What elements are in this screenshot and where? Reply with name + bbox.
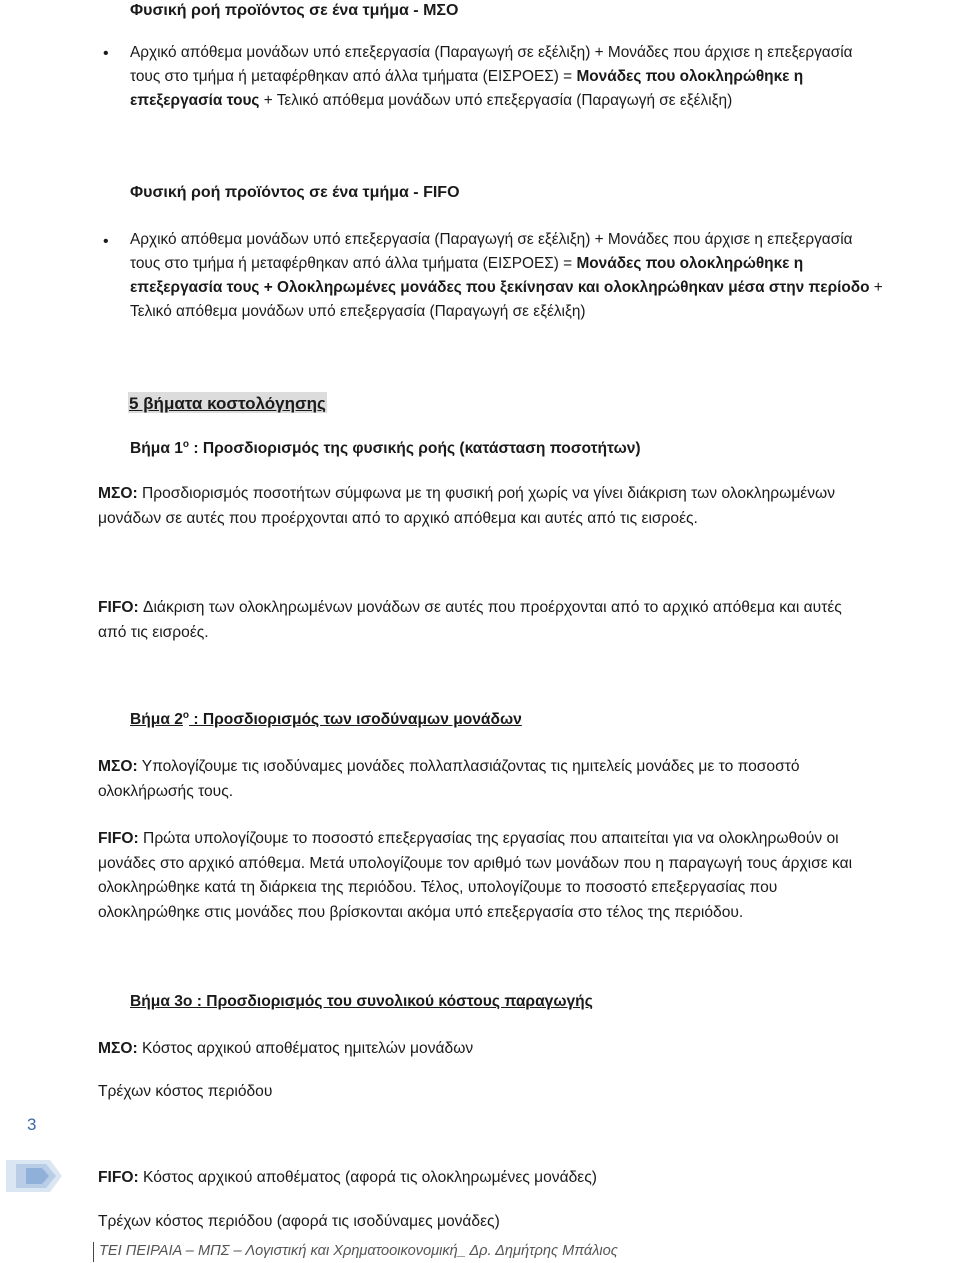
steps-heading: 5 βήματα κοστολόγησης (129, 394, 326, 413)
text-line: Αρχικό απόθεμα μονάδων υπό επεξεργασία (Παραγωγή σε εξέλιξη) + Μονάδες που άρχισε η επεξεργασία (130, 44, 853, 61)
text-line: FIFO: Πρώτα υπολογίζουμε το ποσοστό επεξεργασίας της εργασίας που απαιτείται για να ολοκληρωθούν οι (98, 830, 839, 847)
step2-title: Βήμα $2^o$ : Προσδιορισμός των ισοδύναμων μονάδων (130, 710, 522, 728)
text-line: επεξεργασία τους + Τελικό απόθεμα μονάδων υπό επεξεργασία (Παραγωγή σε εξέλιξη) (130, 92, 733, 109)
step3-title: Βήμα 3ο : Προσδιορισμός του συνολικού κόστους παραγωγής (130, 993, 593, 1010)
step3-mso-line1: ΜΣΟ: Κόστος αρχικού αποθέματος ημιτελών μονάδων (98, 1040, 474, 1057)
page-tab-icon (6, 1158, 68, 1199)
section-title-mso: Φυσική ροή προϊόντος σε ένα τμήμα - ΜΣΟ (130, 2, 459, 19)
bullet-icon: • (103, 45, 109, 62)
text-line: μονάδες στο αρχικό απόθεμα. Μετά υπολογίζουμε τον αριθμό των μονάδων που η παραγωγή τους άρχισε και (98, 854, 853, 872)
text-line: ΜΣΟ: Υπολογίζουμε τις ισοδύναμες μονάδες πολλαπλασιάζοντας τις ημιτελείς μονάδες με το ποσοστό (98, 758, 800, 775)
text-line: τους στο τμήμα ή μεταφέρθηκαν από άλλα τμήματα (ΕΙΣΡΟΕΣ) = Μονάδες που ολοκληρώθηκε η (130, 68, 804, 85)
mso-flow-paragraph (130, 41, 853, 113)
step3-mso-line2: Τρέχων κόστος περιόδου (98, 1083, 273, 1100)
step3-fifo-line2: Τρέχων κόστος περιόδου (αφορά τις ισοδύναμες μονάδες) (98, 1213, 500, 1230)
step1-title: Βήμα $1^o$ : Προσδιορισμός της φυσικής ροής (κατάσταση ποσοτήτων) (130, 439, 641, 457)
text-line: ΜΣΟ: Προσδιορισμός ποσοτήτων σύμφωνα με τη φυσική ροή χωρίς να γίνει διάκριση των ολοκληρωμένων (98, 485, 836, 502)
page-number: 3 (27, 1115, 37, 1134)
step2-mso-paragraph (98, 755, 800, 804)
bullet-icon: • (103, 233, 109, 250)
step1-fifo-paragraph (98, 596, 842, 645)
text-line: Τελικό απόθεμα μονάδων υπό επεξεργασία (Παραγωγή σε εξέλιξη) (130, 303, 586, 320)
footer-divider (93, 1242, 94, 1262)
section-title-fifo: Φυσική ροή προϊόντος σε ένα τμήμα - FIFO (130, 184, 460, 201)
footer-text: ΤΕΙ ΠΕΙΡΑΙΑ – ΜΠΣ – Λογιστική και Χρηματοοικονομική_ Δρ. Δημήτρης Μπάλιος (99, 1243, 618, 1259)
step1-mso-paragraph (98, 482, 835, 531)
text-line: τους στο τμήμα ή μεταφέρθηκαν από άλλα τμήματα (ΕΙΣΡΟΕΣ) = Μονάδες που ολοκληρώθηκε η (130, 255, 804, 272)
step3-fifo-line1: FIFO: Κόστος αρχικού αποθέματος (αφορά τις ολοκληρωμένες μονάδες) (98, 1169, 597, 1186)
text-line: Αρχικό απόθεμα μονάδων υπό επεξεργασία (Παραγωγή σε εξέλιξη) + Μονάδες που άρχισε η επεξεργασία (130, 231, 853, 248)
text-line: FIFO: Διάκριση των ολοκληρωμένων μονάδων σε αυτές που προέρχονται από το αρχικό απόθεμα και αυτές (98, 599, 842, 616)
text-line: από τις εισροές. (98, 623, 209, 641)
text-line: μονάδων σε αυτές που προέρχονται από το αρχικό απόθεμα και αυτές από τις εισροές. (98, 509, 698, 527)
step2-fifo-paragraph (98, 827, 852, 925)
text-line: ολοκλήρωσής τους. (98, 782, 234, 800)
text-line: ολοκληρώθηκε στις μονάδες που βρίσκονται ακόμα υπό επεξεργασία στο τέλος της περιόδου. (98, 903, 744, 921)
text-line: επεξεργασία τους + Ολοκληρωμένες μονάδες που ξεκίνησαν και ολοκληρώθηκαν μέσα στην περίοδο + (130, 279, 883, 296)
fifo-flow-paragraph (130, 228, 883, 324)
text-line: ολοκληρώθηκε κατά τη διάρκεια της περιόδου. Τέλος, υπολογίζουμε το ποσοστό επεξεργασίας που (98, 879, 778, 896)
